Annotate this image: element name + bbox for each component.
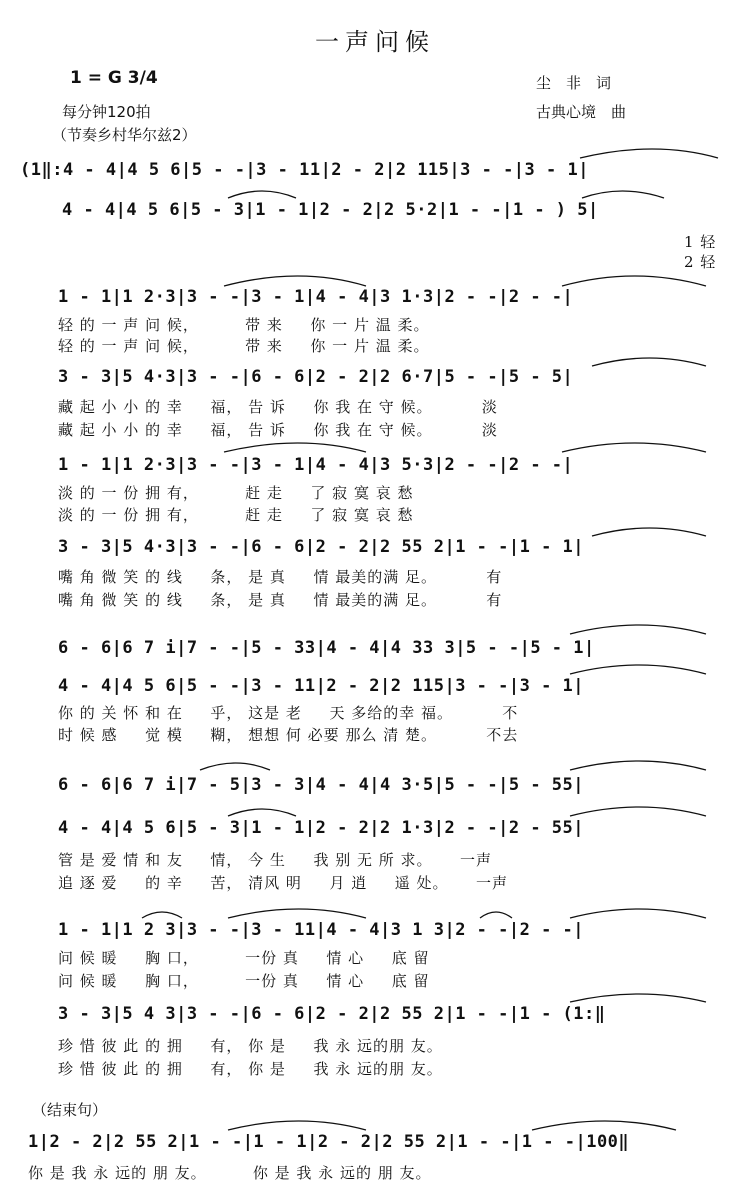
slur	[582, 191, 664, 198]
system-2-notes: 4 - 4|4 5 6|5 - 3|1 - 1|2 - 2|2 5·2|1 - -|1 - ) 5|	[62, 200, 599, 220]
slur	[228, 1121, 366, 1130]
system-5-verse-1: 淡 的 一 份 拥 有， 赶 走 了 寂 寞 哀 愁	[58, 484, 414, 502]
slur	[570, 665, 706, 674]
slur	[532, 1121, 676, 1130]
slur	[228, 191, 296, 198]
system-11-verse-2: 问 候 暖 胸 口， 一份 真 情 心 底 留	[58, 972, 430, 990]
ending-notes: 1|2 - 2|2 55 2|1 - -|1 - 1|2 - 2|2 55 2|1 - -|1 - -|100‖	[28, 1132, 630, 1152]
slur	[570, 807, 706, 816]
system-8-verse-1: 你 的 关 怀 和 在 乎， 这是 老 天 多给的幸 福。 不	[58, 704, 519, 722]
system-10-notes: 4 - 4|4 5 6|5 - 3|1 - 1|2 - 2|2 1·3|2 - -|2 - 55|	[58, 818, 585, 838]
slur	[570, 625, 706, 634]
system-3-notes: 1 - 1|1 2·3|3 - -|3 - 1|4 - 4|3 1·3|2 - -|2 - -|	[58, 287, 574, 307]
system-11-verse-1: 问 候 暖 胸 口， 一份 真 情 心 底 留	[58, 949, 430, 967]
system-6-verse-2: 嘴 角 微 笑 的 线 条， 是 真 情 最美的满 足。 有	[58, 591, 503, 609]
system-3-verse-1: 轻 的 一 声 问 候， 带 来 你 一 片 温 柔。	[58, 316, 430, 334]
slur	[562, 443, 706, 452]
ending-lyrics: 你 是 我 永 远的 朋 友。 你 是 我 永 远的 朋 友。	[28, 1164, 432, 1182]
system-7-notes: 6 - 6|6 7 i|7 - -|5 - 33|4 - 4|4 33 3|5 - -|5 - 1|	[58, 638, 595, 658]
slur	[592, 528, 706, 536]
slur	[592, 358, 706, 366]
system-4-verse-1: 藏 起 小 小 的 幸 福， 告 诉 你 我 在 守 候。 淡	[58, 398, 498, 416]
slur	[224, 276, 366, 286]
slur	[570, 909, 706, 918]
composer-credit: 古典心境 曲	[536, 103, 627, 121]
slur	[228, 809, 296, 816]
system-9-notes: 6 - 6|6 7 i|7 - 5|3 - 3|4 - 4|4 3·5|5 - -|5 - 55|	[58, 775, 585, 795]
system-8-notes: 4 - 4|4 5 6|5 - -|3 - 11|2 - 2|2 115|3 - -|3 - 1|	[58, 676, 585, 696]
slur	[224, 443, 366, 452]
system-2-verse-2: 2 轻	[684, 253, 717, 271]
system-12-verse-1: 珍 惜 彼 此 的 拥 有， 你 是 我 永 远的朋 友。	[58, 1037, 443, 1055]
system-8-verse-2: 时 候 感 觉 模 糊， 想想 何 必要 那么 清 楚。 不去	[58, 726, 519, 744]
song-title: 一声问候	[315, 28, 435, 56]
system-6-verse-1: 嘴 角 微 笑 的 线 条， 是 真 情 最美的满 足。 有	[58, 568, 503, 586]
slur	[580, 149, 718, 158]
rhythm-note: （节奏乡村华尔兹2）	[52, 126, 197, 144]
tempo-marking: 每分钟120拍	[62, 103, 151, 121]
slur	[228, 909, 366, 918]
slur	[142, 912, 182, 918]
system-5-notes: 1 - 1|1 2·3|3 - -|3 - 1|4 - 4|3 5·3|2 - -|2 - -|	[58, 455, 574, 475]
system-4-notes: 3 - 3|5 4·3|3 - -|6 - 6|2 - 2|2 6·7|5 - -|5 - 5|	[58, 367, 574, 387]
system-11-notes: 1 - 1|1 2 3|3 - -|3 - 11|4 - 4|3 1 3|2 - -|2 - -|	[58, 920, 585, 940]
system-12-notes: 3 - 3|5 4 3|3 - -|6 - 6|2 - 2|2 55 2|1 - -|1 - (1:‖	[58, 1004, 606, 1024]
system-5-verse-2: 淡 的 一 份 拥 有， 赶 走 了 寂 寞 哀 愁	[58, 506, 414, 524]
slur	[570, 994, 706, 1002]
lyricist-credit: 尘 非 词	[536, 74, 612, 92]
system-6-notes: 3 - 3|5 4·3|3 - -|6 - 6|2 - 2|2 55 2|1 - -|1 - 1|	[58, 537, 585, 557]
system-1-notes: (1‖:4 - 4|4 5 6|5 - -|3 - 11|2 - 2|2 115|3 - -|3 - 1|	[20, 160, 589, 180]
system-10-verse-2: 追 逐 爱 的 辛 苦， 清风 明 月 逍 遥 处。 一声	[58, 874, 509, 892]
ending-label: （结束句）	[32, 1101, 108, 1119]
system-3-verse-2: 轻 的 一 声 问 候， 带 来 你 一 片 温 柔。	[58, 337, 430, 355]
slur	[200, 763, 270, 770]
system-10-verse-1: 管 是 爱 情 和 友 情， 今 生 我 别 无 所 求。 一声	[58, 851, 493, 869]
system-12-verse-2: 珍 惜 彼 此 的 拥 有， 你 是 我 永 远的朋 友。	[58, 1060, 443, 1078]
system-2-verse-1: 1 轻	[684, 233, 717, 251]
slur	[562, 276, 706, 286]
slur	[480, 912, 512, 918]
slur	[570, 761, 706, 770]
key-signature: 1 = G 3/4	[70, 68, 158, 88]
system-4-verse-2: 藏 起 小 小 的 幸 福， 告 诉 你 我 在 守 候。 淡	[58, 421, 498, 439]
